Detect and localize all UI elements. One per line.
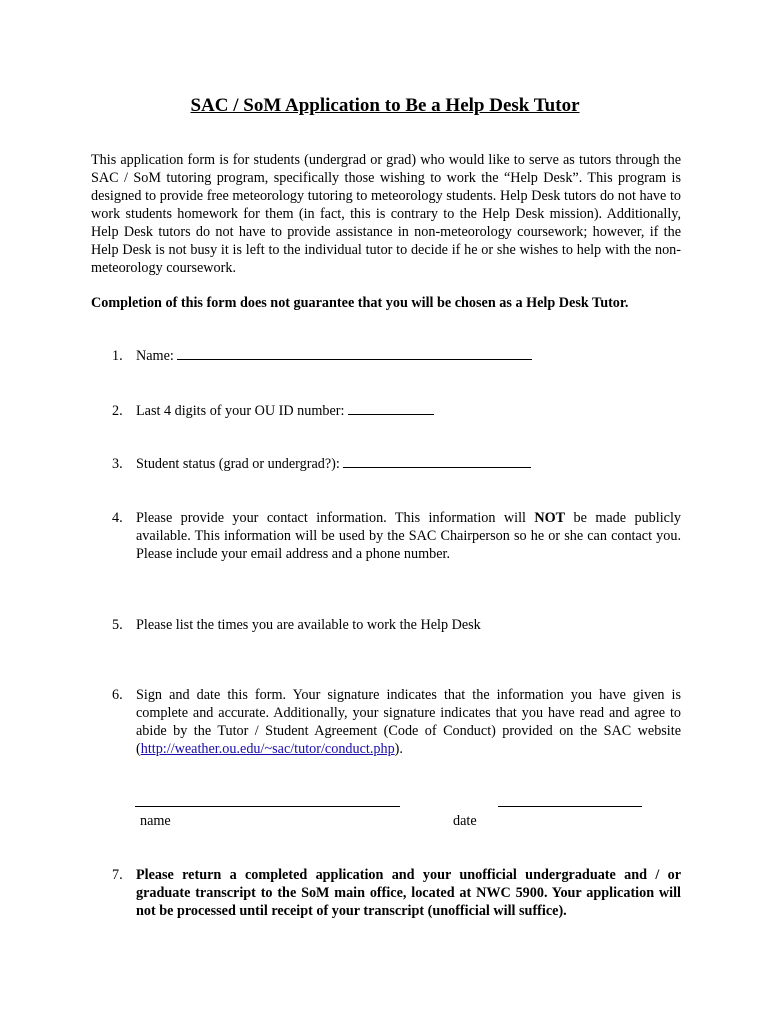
page-title: SAC / SoM Application to Be a Help Desk Tutor	[190, 95, 580, 116]
ou-id-field[interactable]	[348, 402, 434, 415]
student-status-label: Student status (grad or undergrad?):	[136, 456, 340, 472]
item-number: 4.	[112, 510, 123, 526]
item-number: 6.	[112, 687, 123, 703]
item-contact-info	[112, 509, 681, 563]
student-status-field[interactable]	[343, 455, 531, 468]
date-signature-label: date	[453, 813, 477, 829]
name-signature-label: name	[140, 813, 171, 829]
intro-paragraph: This application form is for students (undergrad or grad) who would like to serve as tutors through the SAC / SoM tutoring program, specifically those wishing to work the “Help Desk”. This program is designed to provide free meteorology tutoring to meteorology students. Help Desk tutors do not have to work students homework for them (in fact, this is contrary to the Help Desk mission). Additionally, Help Desk tutors do not have to provide assistance in non-meteorology coursework; however, if the Help Desk is not busy it is left to the individual tutor to decide if he or she wishes to help with the non-meteorology coursework.	[91, 152, 681, 276]
item-student-status	[112, 455, 531, 473]
sign-date-text: Sign and date this form. Your signature indicates that the information you have given is complete and accurate. Additionally, your signature indicates that you have read and agree to abide by the Tutor / Student Agreement (Code of Conduct) provided on the SAC website (http://weather.ou.edu/~sac/tutor/conduct.php).	[136, 687, 681, 757]
name-label: Name:	[136, 348, 174, 364]
item-number: 5.	[112, 617, 123, 633]
item-number: 7.	[112, 867, 123, 883]
ou-id-label: Last 4 digits of your OU ID number:	[136, 403, 345, 419]
item-sign-date	[112, 686, 681, 758]
date-signature-line[interactable]	[498, 806, 642, 807]
name-field[interactable]	[177, 347, 532, 360]
item-name	[112, 347, 532, 365]
contact-info-text: Please provide your contact information. This information will NOT be made publicly available. This information will be used by the SAC Chairperson so he or she can contact you. Please include your email address and a phone number.	[136, 510, 681, 562]
item-number: 3.	[112, 456, 123, 472]
item-number: 1.	[112, 348, 123, 364]
item-ou-id	[112, 402, 434, 420]
item-number: 2.	[112, 403, 123, 419]
name-signature-line[interactable]	[135, 806, 400, 807]
item-transcript	[112, 866, 681, 920]
item-availability	[112, 616, 481, 634]
transcript-text: Please return a completed application and your unofficial undergraduate and / or graduate transcript to the SoM main office, located at NWC 5900. Your application will not be processed until receipt of your transcript (unofficial will suffice).	[136, 867, 681, 919]
completion-notice: Completion of this form does not guarantee that you will be chosen as a Help Desk Tutor.	[91, 295, 629, 311]
not-emphasis: NOT	[534, 510, 566, 526]
availability-text: Please list the times you are available to work the Help Desk	[136, 617, 481, 633]
code-of-conduct-link[interactable]: http://weather.ou.edu/~sac/tutor/conduct.php	[140, 741, 395, 757]
